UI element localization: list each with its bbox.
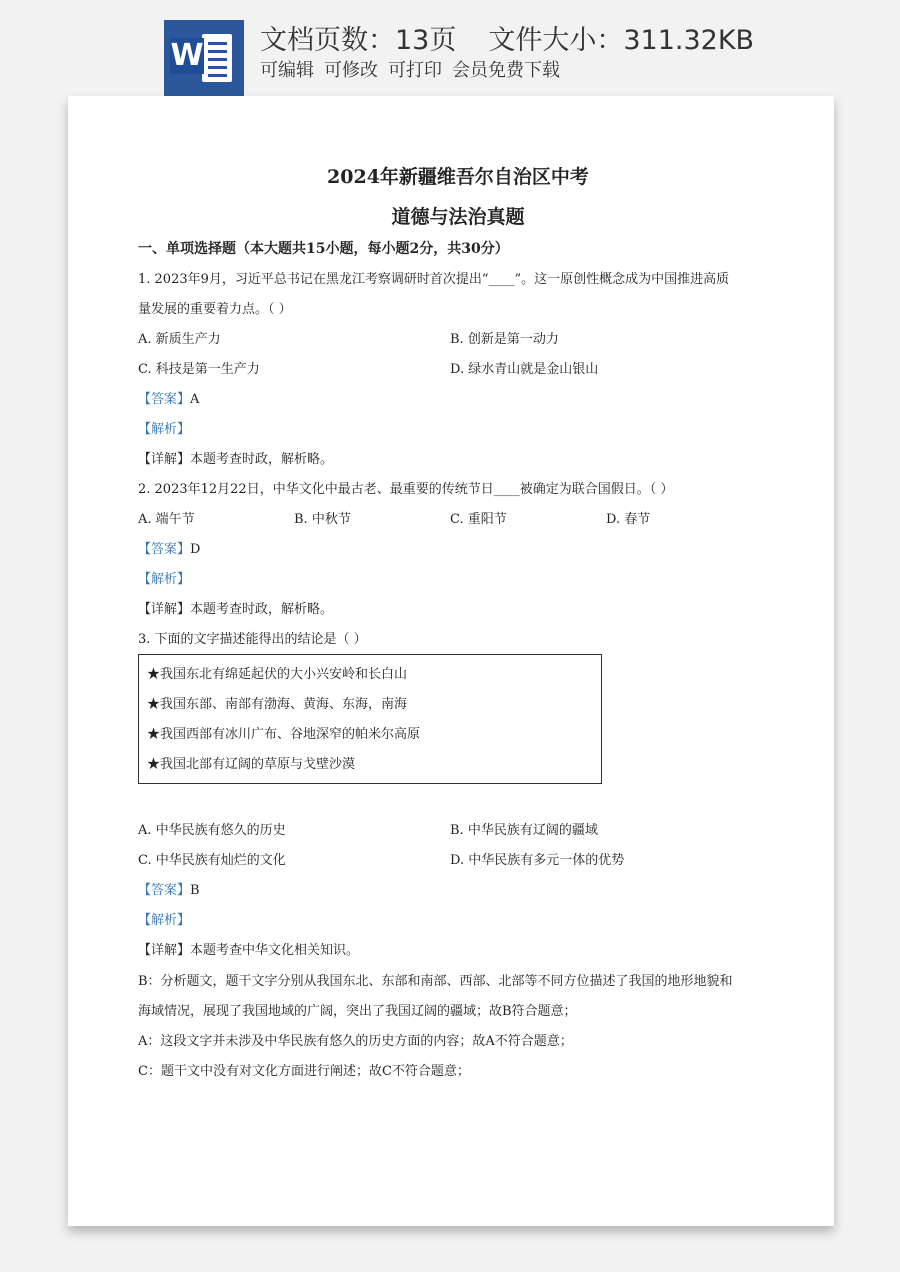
download-banner: [0, 0, 900, 96]
q2-stem: 2. 2023年12月22日，中华文化中最古老、最重要的传统节日____被确定为联合国假日。（ ）: [138, 482, 674, 497]
feature-printable: 可打印: [388, 60, 442, 81]
q2-option-a: A. 端午节: [138, 512, 195, 527]
doc-subtitle: 道德与法治真题: [391, 206, 525, 228]
q1-option-c: C. 科技是第一生产力: [138, 362, 260, 377]
q3-material-line: ★我国东部、南部有渤海、黄海、东海，南海: [147, 697, 408, 712]
feature-editable: 可编辑: [260, 60, 314, 81]
q2-detail: 【详解】本题考查时政，解析略。: [138, 602, 334, 617]
q3-option-b: B. 中华民族有辽阔的疆域: [450, 823, 598, 838]
q3-answer: 【答案】B: [138, 883, 200, 898]
feature-free-download: 会员免费下载: [452, 60, 560, 81]
q1-option-b: B. 创新是第一动力: [450, 332, 559, 347]
q2-analysis-label: 【解析】: [138, 572, 191, 587]
q3-option-d: D. 中华民族有多元一体的优势: [450, 853, 625, 868]
q1-option-a: A. 新质生产力: [138, 332, 221, 347]
q3-stem: 3. 下面的文字描述能得出的结论是（ ）: [138, 632, 367, 647]
q3-material-line: ★我国西部有冰川广布、谷地深窄的帕米尔高原: [147, 727, 421, 742]
feature-list: [260, 56, 570, 82]
q1-stem-line2: 量发展的重要着力点。（ ）: [138, 302, 292, 317]
q1-answer: 【答案】A: [138, 392, 200, 407]
q2-answer: 【答案】D: [138, 542, 201, 557]
q2-option-d: D. 春节: [606, 512, 651, 527]
q3-explain-c: C：题干文中没有对文化方面进行阐述；故C不符合题意；: [138, 1064, 470, 1079]
q3-material-line: ★我国北部有辽阔的草原与戈壁沙漠: [147, 757, 356, 772]
q3-analysis-label: 【解析】: [138, 913, 191, 928]
word-document-icon: [164, 20, 244, 96]
word-letter: W: [170, 38, 204, 73]
q1-detail: 【详解】本题考查时政，解析略。: [138, 452, 334, 467]
q2-option-c: C. 重阳节: [450, 512, 507, 527]
q3-explain-b-line1: B：分析题文，题干文字分别从我国东北、东部和南部、西部、北部等不同方位描述了我国的地形地貌和: [138, 974, 733, 989]
q1-option-d: D. 绿水青山就是金山银山: [450, 362, 599, 377]
file-info: [260, 18, 754, 57]
page-count: 文档页数：13页: [260, 25, 457, 56]
q3-option-a: A. 中华民族有悠久的历史: [138, 823, 286, 838]
q3-option-c: C. 中华民族有灿烂的文化: [138, 853, 286, 868]
page-shape: [202, 34, 232, 82]
q3-detail: 【详解】本题考查中华文化相关知识。: [138, 943, 360, 958]
q1-stem-line1: 1. 2023年9月，习近平总书记在黑龙江考察调研时首次提出“____”。这一原创性概念成为中国推进高质: [138, 272, 730, 287]
q3-explain-a: A：这段文字并未涉及中华民族有悠久的历史方面的内容；故A不符合题意；: [138, 1034, 573, 1049]
q2-option-b: B. 中秋节: [294, 512, 351, 527]
file-size: 文件大小：311.32KB: [488, 25, 755, 56]
q1-analysis-label: 【解析】: [138, 422, 191, 437]
feature-modifiable: 可修改: [324, 60, 378, 81]
q3-material-box: [138, 654, 602, 784]
section-heading: 一、单项选择题（本大题共15小题，每小题2分，共30分）: [138, 241, 509, 257]
q3-explain-b-line2: 海域情况，展现了我国地域的广阔，突出了我国辽阔的疆域；故B符合题意；: [138, 1004, 577, 1019]
q3-material-line: ★我国东北有绵延起伏的大小兴安岭和长白山: [147, 667, 408, 682]
doc-title: 2024年新疆维吾尔自治区中考: [327, 166, 589, 188]
document-page: [68, 96, 834, 1226]
